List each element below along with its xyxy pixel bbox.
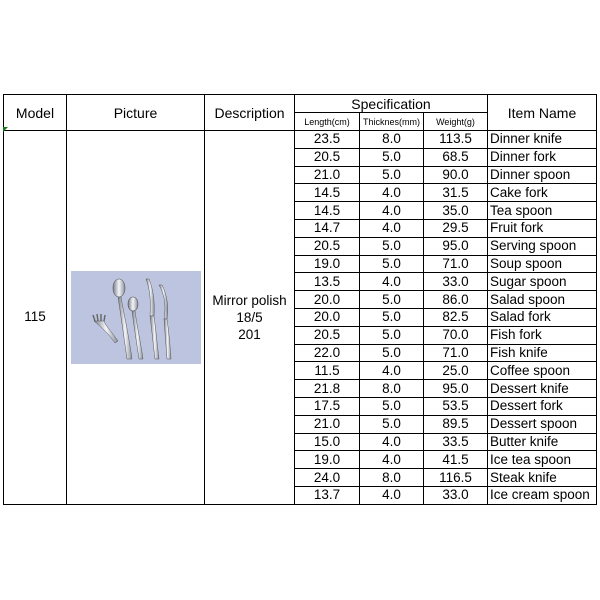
thickness-cell: 5.0: [360, 308, 424, 326]
thickness-cell: 8.0: [360, 131, 424, 149]
header-model: Model: [4, 95, 67, 131]
thickness-cell: 5.0: [360, 148, 424, 166]
item-name-cell: Cake fork: [488, 184, 597, 202]
length-cell: 20.5: [295, 148, 360, 166]
item-name-cell: Dinner fork: [488, 148, 597, 166]
length-cell: 23.5: [295, 131, 360, 149]
weight-cell: 31.5: [424, 184, 488, 202]
thickness-cell: 4.0: [360, 433, 424, 451]
weight-cell: 71.0: [424, 255, 488, 273]
length-cell: 20.5: [295, 326, 360, 344]
spec-table: [3, 94, 597, 505]
weight-cell: 70.0: [424, 326, 488, 344]
weight-cell: 35.0: [424, 202, 488, 220]
weight-cell: 113.5: [424, 131, 488, 149]
thickness-cell: 5.0: [360, 291, 424, 309]
model-number: 115: [24, 309, 46, 325]
thickness-cell: 5.0: [360, 397, 424, 415]
item-name-cell: Salad spoon: [488, 291, 597, 309]
header-picture: Picture: [67, 95, 205, 131]
header-length: Length(cm): [295, 113, 360, 131]
item-name-cell: Dessert spoon: [488, 415, 597, 433]
weight-cell: 116.5: [424, 469, 488, 487]
thickness-cell: 4.0: [360, 202, 424, 220]
weight-cell: 90.0: [424, 166, 488, 184]
picture-cell: [67, 131, 205, 505]
item-name-cell: Fish fork: [488, 326, 597, 344]
item-name-cell: Soup spoon: [488, 255, 597, 273]
thickness-cell: 4.0: [360, 362, 424, 380]
length-cell: 20.0: [295, 308, 360, 326]
item-name-cell: Coffee spoon: [488, 362, 597, 380]
length-cell: 17.5: [295, 397, 360, 415]
weight-cell: 86.0: [424, 291, 488, 309]
length-cell: 20.0: [295, 291, 360, 309]
description-cell: [205, 131, 295, 505]
item-name-cell: Salad fork: [488, 308, 597, 326]
item-name-cell: Dinner spoon: [488, 166, 597, 184]
weight-cell: 68.5: [424, 148, 488, 166]
item-name-cell: Steak knife: [488, 469, 597, 487]
weight-cell: 82.5: [424, 308, 488, 326]
item-name-cell: Tea spoon: [488, 202, 597, 220]
thickness-cell: 5.0: [360, 237, 424, 255]
thickness-cell: 8.0: [360, 380, 424, 398]
length-cell: 24.0: [295, 469, 360, 487]
header-thickness: Thicknes(mm): [360, 113, 424, 131]
item-name-cell: Serving spoon: [488, 237, 597, 255]
item-name-cell: Dessert fork: [488, 397, 597, 415]
thickness-cell: 5.0: [360, 415, 424, 433]
model-cell: [4, 131, 67, 505]
item-name-cell: Butter knife: [488, 433, 597, 451]
thickness-cell: 4.0: [360, 273, 424, 291]
length-cell: 11.5: [295, 362, 360, 380]
length-cell: 13.5: [295, 273, 360, 291]
length-cell: 14.5: [295, 202, 360, 220]
thickness-cell: 5.0: [360, 344, 424, 362]
item-name-cell: Fruit fork: [488, 219, 597, 237]
weight-cell: 95.0: [424, 380, 488, 398]
item-name-cell: Dinner knife: [488, 131, 597, 149]
weight-cell: 29.5: [424, 219, 488, 237]
item-name-cell: Ice cream spoon: [488, 486, 597, 504]
length-cell: 19.0: [295, 255, 360, 273]
weight-cell: 33.0: [424, 273, 488, 291]
header-weight: Weight(g): [424, 113, 488, 131]
length-cell: 21.8: [295, 380, 360, 398]
item-name-cell: Dessert knife: [488, 380, 597, 398]
length-cell: 21.0: [295, 166, 360, 184]
item-name-cell: Ice tea spoon: [488, 451, 597, 469]
description-finish: Mirror polish: [212, 292, 287, 308]
length-cell: 21.0: [295, 415, 360, 433]
cell-marker: [3, 127, 8, 132]
weight-cell: 95.0: [424, 237, 488, 255]
thickness-cell: 5.0: [360, 326, 424, 344]
header-specification: Specification: [295, 95, 488, 113]
header-item-name: Item Name: [488, 95, 597, 131]
length-cell: 14.5: [295, 184, 360, 202]
product-spec-sheet: [3, 94, 597, 505]
item-name-cell: Fish knife: [488, 344, 597, 362]
length-cell: 15.0: [295, 433, 360, 451]
length-cell: 20.5: [295, 237, 360, 255]
weight-cell: 41.5: [424, 451, 488, 469]
weight-cell: 53.5: [424, 397, 488, 415]
thickness-cell: 4.0: [360, 451, 424, 469]
thickness-cell: 5.0: [360, 255, 424, 273]
length-cell: 22.0: [295, 344, 360, 362]
weight-cell: 25.0: [424, 362, 488, 380]
length-cell: 13.7: [295, 486, 360, 504]
description-steel-grade: 18/5: [236, 309, 263, 325]
thickness-cell: 4.0: [360, 184, 424, 202]
thickness-cell: 4.0: [360, 219, 424, 237]
item-name-cell: Sugar spoon: [488, 273, 597, 291]
length-cell: 19.0: [295, 451, 360, 469]
thickness-cell: 5.0: [360, 166, 424, 184]
description-steel-type: 201: [238, 326, 261, 342]
table-row: [4, 131, 597, 149]
weight-cell: 33.0: [424, 486, 488, 504]
thickness-cell: 8.0: [360, 469, 424, 487]
thickness-cell: 4.0: [360, 486, 424, 504]
length-cell: 14.7: [295, 219, 360, 237]
weight-cell: 71.0: [424, 344, 488, 362]
weight-cell: 89.5: [424, 415, 488, 433]
cutlery-photo: [71, 271, 201, 364]
weight-cell: 33.5: [424, 433, 488, 451]
header-description: Description: [205, 95, 295, 131]
